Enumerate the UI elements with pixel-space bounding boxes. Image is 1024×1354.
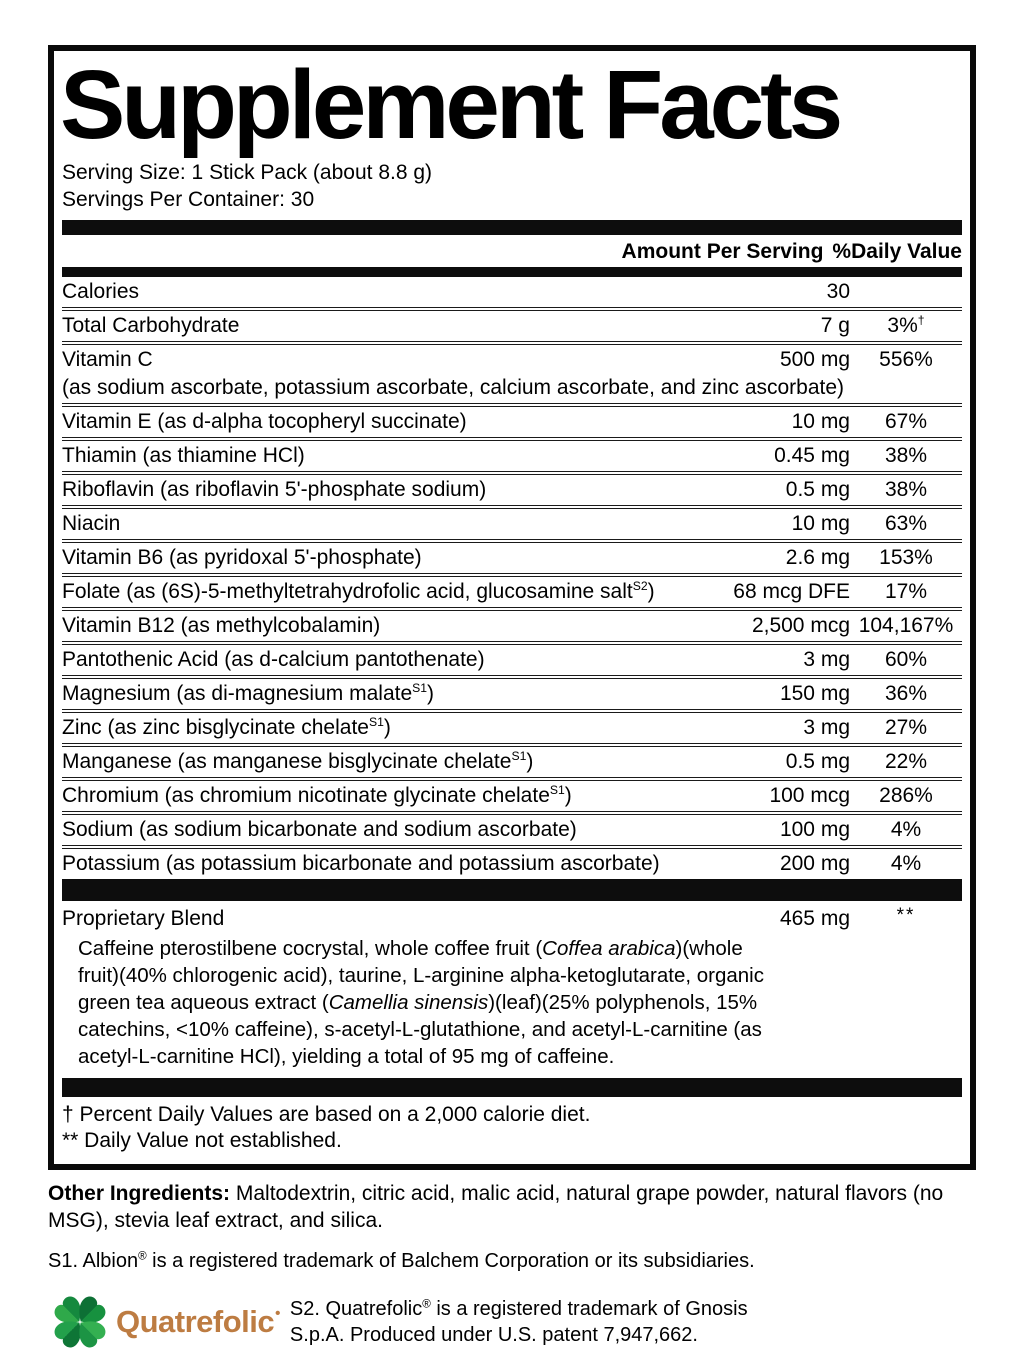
divider-bar-footnote <box>62 1078 962 1097</box>
nutrient-row <box>62 471 962 505</box>
quatrefolic-wordmark <box>116 1304 280 1340</box>
nutrient-amount: 30 <box>826 279 850 303</box>
nutrient-name: Calories <box>62 279 140 303</box>
blend-description: Caffeine pterostilbene cocrystal, whole coffee fruit (Coffea arabica)(whole fruit)(40% chlorogenic acid), taurine, L-arginine alpha-ketoglutarate, organic green tea aqueous extract (Camellia sinensis)(leaf)(25% polyphenols, 15% catechins, <10% caffeine), s-acetyl-L-glutathione, and acetyl-L-carnitine (as acetyl-L-carnitine HCl), yielding a total of 95 mg of caffeine. <box>78 936 764 1068</box>
four-leaf-clover-icon <box>48 1290 112 1354</box>
blend-amount: 465 mg <box>779 906 850 930</box>
below-panel <box>48 1180 976 1354</box>
divider-bar-blend <box>62 879 962 901</box>
s2-reg-mark: ® <box>422 1297 431 1311</box>
other-ingredients <box>48 1180 976 1234</box>
nutrient-amount: 200 mg <box>779 851 850 875</box>
nutrient-daily-value: 38% <box>884 477 928 501</box>
nutrient-daily-value: 153% <box>879 545 933 569</box>
quatrefolic-block <box>48 1290 976 1354</box>
nutrient-row <box>62 607 962 641</box>
nutrient-amount: 10 mg <box>791 409 850 433</box>
nutrient-name: Riboflavin (as riboflavin 5'-phosphate sodium) <box>62 477 487 501</box>
nutrient-daily-value: 36% <box>884 681 928 705</box>
nutrient-name: Magnesium (as di-magnesium malate$^{S1}$) <box>62 680 435 705</box>
panel-title: Supplement Facts <box>60 50 840 159</box>
nutrient-row <box>62 403 962 437</box>
nutrient-name: Niacin <box>62 511 121 535</box>
nutrient-daily-value: 286% <box>879 783 933 807</box>
nutrient-row <box>62 709 962 743</box>
nutrient-row <box>62 277 962 307</box>
nutrient-name: Vitamin B12 (as methylcobalamin) <box>62 613 381 637</box>
nutrient-amount: 2.6 mg <box>785 545 850 569</box>
nutrient-row <box>62 641 962 675</box>
blend-dv-stars: ** <box>896 904 916 926</box>
s1-reg-mark: ® <box>138 1249 147 1263</box>
servings-per-container: Servings Per Container: 30 <box>62 187 315 211</box>
nutrient-row <box>62 539 962 573</box>
divider-bar-header <box>62 267 962 277</box>
nutrient-amount: 0.5 mg <box>785 477 850 501</box>
serving-size: Serving Size: 1 Stick Pack (about 8.8 g) <box>62 160 433 184</box>
nutrient-amount: 0.45 mg <box>774 443 850 467</box>
nutrient-name: Potassium (as potassium bicarbonate and potassium ascorbate) <box>62 851 660 875</box>
blend-label: Proprietary Blend <box>62 906 225 930</box>
nutrient-amount: 68 mcg DFE <box>733 579 850 603</box>
nutrient-amount: 10 mg <box>791 511 850 535</box>
s2-line1 <box>290 1296 748 1322</box>
nutrient-row <box>62 743 962 777</box>
nutrient-daily-value: 67% <box>884 409 928 433</box>
footnotes <box>62 1097 962 1158</box>
column-header <box>62 235 962 267</box>
amount-per-serving-header: Amount Per Serving <box>621 239 824 263</box>
nutrient-row <box>62 505 962 539</box>
nutrient-name: Pantothenic Acid (as d-calcium pantothenate) <box>62 647 485 671</box>
quatrefolic-wordmark-text: Quatrefolic <box>116 1303 275 1339</box>
s2-text-post: is a registered trademark of Gnosis <box>430 1297 748 1320</box>
nutrient-amount: 3 mg <box>803 647 850 671</box>
trademark-s1 <box>48 1249 976 1274</box>
nutrient-amount: 2,500 mcg <box>751 613 850 637</box>
supplement-facts-panel <box>48 45 976 1170</box>
nutrient-name: Zinc (as zinc bisglycinate chelate$^{S1}$) <box>62 714 391 739</box>
nutrient-row <box>62 811 962 845</box>
nutrient-row <box>62 341 962 403</box>
nutrient-source-note: (as sodium ascorbate, potassium ascorbate, calcium ascorbate, and zinc ascorbate) <box>62 375 845 399</box>
trademark-s2 <box>290 1296 748 1348</box>
nutrient-name: Thiamin (as thiamine HCl) <box>62 443 305 467</box>
nutrient-daily-value: 63% <box>884 511 928 535</box>
nutrient-amount: 150 mg <box>779 681 850 705</box>
nutrient-name: Folate (as (6S)-5-methyltetrahydrofolic acid, glucosamine salt$^{S2}$) <box>62 578 655 603</box>
nutrient-daily-value: 38% <box>884 443 928 467</box>
nutrient-name: Manganese (as manganese bisglycinate chelate$^{S1}$) <box>62 748 534 773</box>
s2-line2: S.p.A. Produced under U.S. patent 7,947,662. <box>289 1323 698 1346</box>
nutrient-daily-value: 27% <box>884 715 928 739</box>
nutrient-name: Vitamin C <box>62 347 153 371</box>
nutrient-name: Chromium (as chromium nicotinate glycinate chelate$^{S1}$) <box>62 782 572 807</box>
nutrient-amount: 3 mg <box>803 715 850 739</box>
nutrient-row <box>62 675 962 709</box>
nutrient-name: Vitamin E (as d-alpha tocopheryl succinate) <box>62 409 467 433</box>
nutrient-daily-value: 4% <box>890 817 922 841</box>
nutrient-amount: 100 mg <box>779 817 850 841</box>
nutrient-rows <box>62 277 962 879</box>
nutrient-daily-value: 3%† <box>887 312 925 337</box>
nutrient-amount: 100 mcg <box>769 783 850 807</box>
nutrient-amount: 0.5 mg <box>785 749 850 773</box>
nutrient-daily-value: 22% <box>884 749 928 773</box>
footnote-not-established: ** Daily Value not established. <box>62 1128 342 1152</box>
nutrient-row <box>62 437 962 471</box>
nutrient-row <box>62 307 962 341</box>
s1-text-post: is a registered trademark of Balchem Corporation or its subsidiaries. <box>146 1249 755 1272</box>
nutrient-daily-value: 4% <box>890 851 922 875</box>
nutrient-row <box>62 777 962 811</box>
daily-value-header: %Daily Value <box>832 239 962 263</box>
nutrient-daily-value: 104,167% <box>858 613 954 637</box>
other-ingredients-text: Maltodextrin, citric acid, malic acid, natural grape powder, natural flavors (no MSG), stevia leaf extract, and silica. <box>48 1181 944 1232</box>
nutrient-amount: 500 mg <box>779 347 850 371</box>
nutrient-daily-value: 60% <box>884 647 928 671</box>
quatrefolic-trademark-dot: • <box>275 1304 280 1322</box>
proprietary-blend-row <box>62 901 962 934</box>
nutrient-name: Sodium (as sodium bicarbonate and sodium ascorbate) <box>62 817 577 841</box>
nutrient-name: Total Carbohydrate <box>62 313 240 337</box>
nutrient-name: Vitamin B6 (as pyridoxal 5'-phosphate) <box>62 545 422 569</box>
nutrient-amount: 7 g <box>820 313 850 337</box>
s2-text-pre: S2. Quatrefolic <box>289 1297 423 1320</box>
divider-bar-top <box>62 220 962 235</box>
s1-text-pre: S1. Albion <box>48 1249 139 1272</box>
nutrient-daily-value: 556% <box>879 347 933 371</box>
nutrient-row <box>62 573 962 607</box>
nutrient-row <box>62 845 962 879</box>
nutrient-daily-value: 17% <box>884 579 928 603</box>
other-ingredients-lead: Other Ingredients: <box>48 1181 231 1205</box>
footnote-daily-values: † Percent Daily Values are based on a 2,000 calorie diet. <box>62 1102 591 1126</box>
